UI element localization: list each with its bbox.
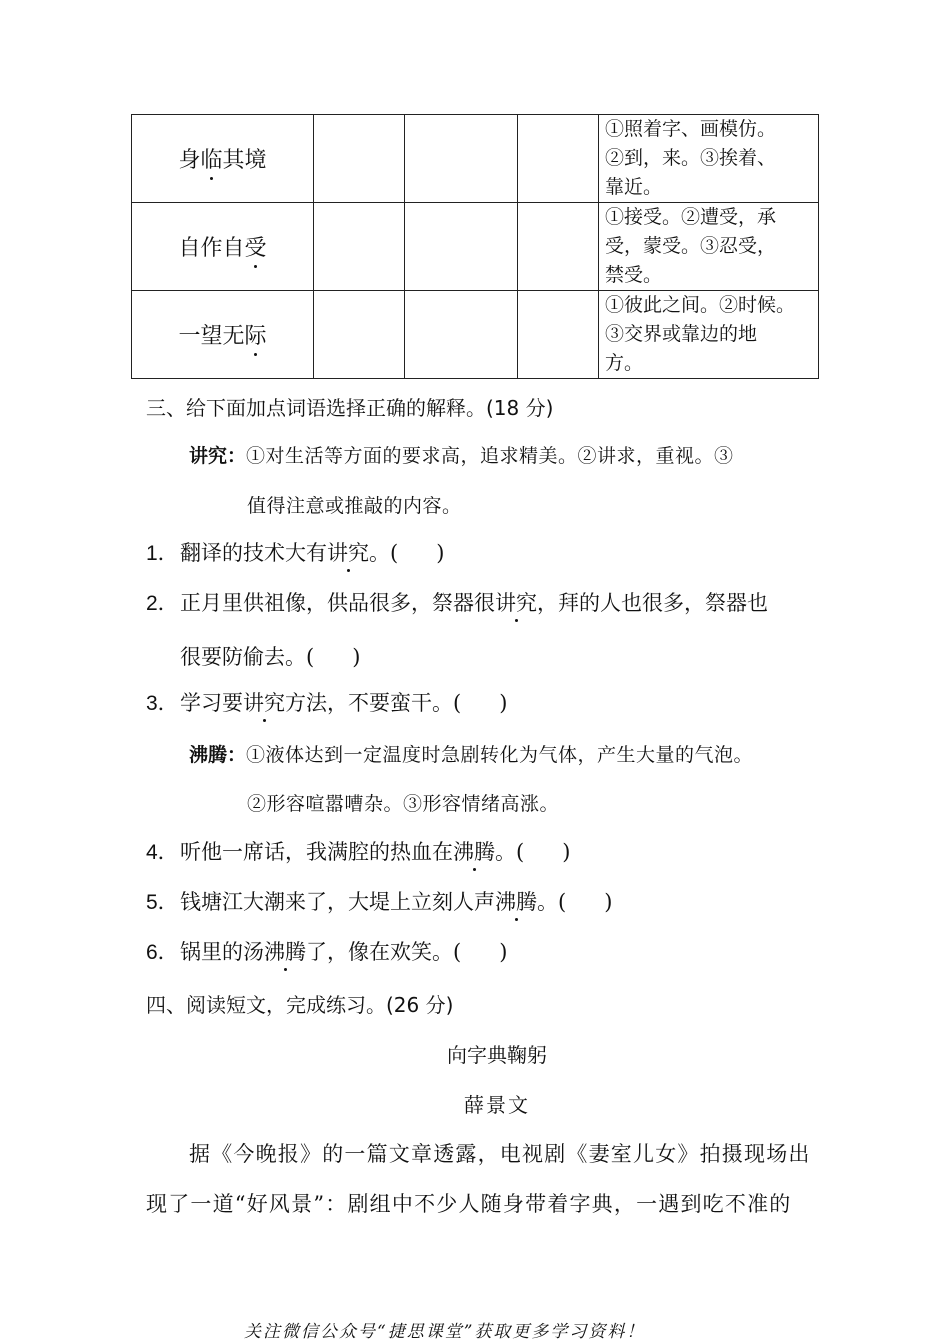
question-4: 4．听他一席话，我满腔的热血在沸腾。( ) — [146, 840, 571, 864]
meaning-cell: ①接受。②遭受，承 受，蒙受。③忍受， 禁受。 — [599, 203, 819, 291]
blank-cell[interactable] — [405, 291, 518, 379]
blank-cell[interactable] — [518, 203, 599, 291]
dotted-word: 沸腾 — [264, 940, 306, 964]
dotted-char: 受 — [244, 236, 267, 261]
definition-label: 讲究： — [189, 445, 247, 467]
definition-jiangjiu — [189, 441, 734, 468]
meaning-cell: ①照着字、画模仿。 ②到，来。③挨着、 靠近。 — [599, 115, 819, 203]
table-row — [132, 203, 819, 291]
definition-text-continued: ②形容喧嚣嘈杂。③形容情绪高涨。 — [247, 793, 560, 815]
dotted-word: 讲究 — [243, 691, 285, 715]
dotted-word: 沸腾 — [453, 840, 495, 864]
blank-cell[interactable] — [405, 115, 518, 203]
question-6: 6．锅里的汤沸腾了，像在欢笑。( ) — [146, 940, 508, 964]
table-row — [132, 291, 819, 379]
definition-label: 沸腾： — [189, 744, 247, 766]
question-3: 3．学习要讲究方法，不要蛮干。( ) — [146, 691, 508, 715]
dotted-char: 际 — [244, 324, 267, 349]
definition-feiteng — [189, 740, 753, 767]
dotted-word: 沸腾 — [495, 890, 537, 914]
blank-cell[interactable] — [314, 203, 405, 291]
dotted-char: 临 — [200, 148, 223, 173]
table-row — [132, 115, 819, 203]
blank-cell[interactable] — [518, 115, 599, 203]
dotted-word: 讲究 — [495, 591, 537, 615]
paragraph-line: 据《今晚报》的一篇文章透露，电视剧《妻室儿女》拍摄现场出 — [189, 1142, 811, 1166]
section3-heading: 三、给下面加点词语选择正确的解释。(18 分) — [146, 396, 554, 420]
question-5: 5．钱塘江大潮来了，大堤上立刻人声沸腾。( ) — [146, 890, 613, 914]
vocab-table — [131, 114, 819, 379]
article-title: 向字典鞠躬 — [447, 1043, 547, 1067]
section4-heading: 四、阅读短文，完成练习。(26 分) — [146, 993, 454, 1017]
blank-cell[interactable] — [314, 291, 405, 379]
definition-text: ①对生活等方面的要求高，追求精美。②讲求，重视。③ — [246, 445, 734, 467]
word-cell: 一望无际 — [132, 291, 314, 379]
article-author: 薛景文 — [464, 1093, 530, 1117]
word-cell: 自作自受 — [132, 203, 314, 291]
blank-cell[interactable] — [314, 115, 405, 203]
footer-note: 关注微信公众号“捷思课堂”获取更多学习资料！ — [244, 1322, 646, 1342]
definition-text: ①液体达到一定温度时急剧转化为气体，产生大量的气泡。 — [246, 744, 754, 766]
meaning-cell: ①彼此之间。②时候。 ③交界或靠边的地 方。 — [599, 291, 819, 379]
word-cell: 身临其境 — [132, 115, 314, 203]
definition-text-continued: 值得注意或推敲的内容。 — [247, 495, 462, 517]
blank-cell[interactable] — [405, 203, 518, 291]
question-2-continued: 很要防偷去。( ) — [180, 645, 361, 669]
question-2: 2．正月里供祖像，供品很多，祭器很讲究，拜的人也很多，祭器也 — [146, 591, 768, 615]
blank-cell[interactable] — [518, 291, 599, 379]
question-1: 1．翻译的技术大有讲究。( ) — [146, 541, 445, 565]
dotted-word: 讲究 — [327, 541, 369, 565]
paragraph-line: 现了一道“好风景”：剧组中不少人随身带着字典，一遇到吃不准的 — [146, 1192, 792, 1216]
